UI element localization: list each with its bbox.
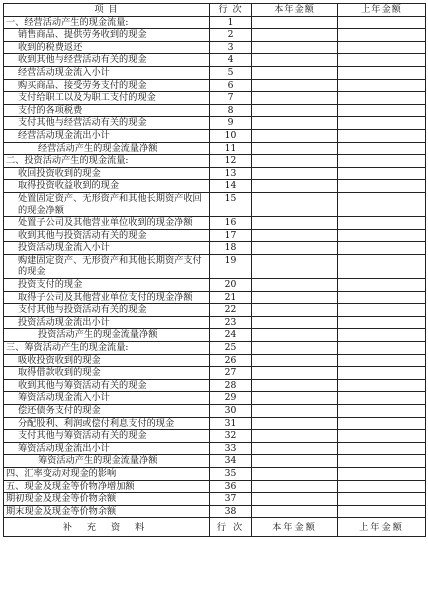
table-row (4, 379, 426, 392)
row-item-label: 筹资活动现金流入小计 (4, 392, 210, 405)
row-item-label: 处置子公司及其他营业单位收到的现金净额 (4, 217, 210, 230)
row-item-label: 购建固定资产、无形资产和其他长期资产支付的现金 (4, 254, 210, 278)
table-row (4, 142, 426, 155)
row-line-number: 11 (210, 142, 252, 155)
table-row (4, 480, 426, 493)
row-line-number: 36 (210, 480, 252, 493)
row-current-year-amount (252, 392, 338, 405)
table-row (4, 217, 426, 230)
header-current-year: 本年金额 (252, 4, 338, 17)
table-row (4, 66, 426, 79)
row-previous-year-amount (338, 117, 426, 130)
row-current-year-amount (252, 342, 338, 355)
supplement-header-row (4, 518, 426, 537)
row-previous-year-amount (338, 442, 426, 455)
row-item-label: 收到其他与投资活动有关的现金 (4, 229, 210, 242)
row-line-number: 18 (210, 242, 252, 255)
row-current-year-amount (252, 54, 338, 67)
row-item-label: 取得借款收到的现金 (4, 367, 210, 380)
row-current-year-amount (252, 16, 338, 29)
row-previous-year-amount (338, 505, 426, 518)
row-current-year-amount (252, 455, 338, 468)
row-current-year-amount (252, 480, 338, 493)
table-row (4, 155, 426, 168)
row-line-number: 2 (210, 29, 252, 42)
row-line-number: 24 (210, 329, 252, 342)
row-previous-year-amount (338, 92, 426, 105)
row-current-year-amount (252, 217, 338, 230)
row-previous-year-amount (338, 54, 426, 67)
row-previous-year-amount (338, 316, 426, 329)
row-item-label: 投资活动产生的现金流量净额 (4, 329, 210, 342)
row-line-number: 29 (210, 392, 252, 405)
row-item-label: 取得子公司及其他营业单位支付的现金净额 (4, 291, 210, 304)
row-previous-year-amount (338, 41, 426, 54)
row-line-number: 3 (210, 41, 252, 54)
row-line-number: 25 (210, 342, 252, 355)
header-previous-year: 上年金额 (338, 4, 426, 17)
table-row (4, 354, 426, 367)
row-item-label: 经营活动现金流入小计 (4, 66, 210, 79)
row-item-label: 四、汇率变动对现金的影响 (4, 467, 210, 480)
row-item-label: 收到其他与筹资活动有关的现金 (4, 379, 210, 392)
row-current-year-amount (252, 405, 338, 418)
row-item-label: 筹资活动产生的现金流量净额 (4, 455, 210, 468)
row-previous-year-amount (338, 192, 426, 216)
row-previous-year-amount (338, 279, 426, 292)
row-line-number: 19 (210, 254, 252, 278)
row-previous-year-amount (338, 229, 426, 242)
row-item-label: 处置固定资产、无形资产和其他长期资产收回的现金净额 (4, 192, 210, 216)
row-current-year-amount (252, 316, 338, 329)
row-previous-year-amount (338, 392, 426, 405)
row-current-year-amount (252, 254, 338, 278)
table-row (4, 392, 426, 405)
table-row (4, 505, 426, 518)
row-line-number: 35 (210, 467, 252, 480)
row-line-number: 10 (210, 129, 252, 142)
footer-line-no: 行 次 (210, 518, 252, 537)
row-current-year-amount (252, 291, 338, 304)
table-row (4, 242, 426, 255)
table-row (4, 455, 426, 468)
row-line-number: 31 (210, 417, 252, 430)
table-row (4, 291, 426, 304)
row-item-label: 期初现金及现金等价物余额 (4, 493, 210, 506)
row-previous-year-amount (338, 129, 426, 142)
footer-item: 补 充 资 料 (4, 518, 210, 537)
table-row (4, 16, 426, 29)
row-current-year-amount (252, 192, 338, 216)
row-current-year-amount (252, 430, 338, 443)
row-item-label: 支付的各项税费 (4, 104, 210, 117)
row-previous-year-amount (338, 254, 426, 278)
row-line-number: 8 (210, 104, 252, 117)
row-item-label: 购买商品、接受劳务支付的现金 (4, 79, 210, 92)
table-body (4, 16, 426, 518)
row-previous-year-amount (338, 66, 426, 79)
row-item-label: 筹资活动现金流出小计 (4, 442, 210, 455)
row-line-number: 22 (210, 304, 252, 317)
row-previous-year-amount (338, 342, 426, 355)
row-line-number: 15 (210, 192, 252, 216)
row-current-year-amount (252, 329, 338, 342)
table-row (4, 467, 426, 480)
table-row (4, 167, 426, 180)
table-row (4, 304, 426, 317)
table-row (4, 92, 426, 105)
row-current-year-amount (252, 29, 338, 42)
table-row (4, 254, 426, 278)
table-row (4, 54, 426, 67)
row-line-number: 4 (210, 54, 252, 67)
row-previous-year-amount (338, 242, 426, 255)
row-line-number: 28 (210, 379, 252, 392)
row-current-year-amount (252, 41, 338, 54)
row-current-year-amount (252, 493, 338, 506)
row-previous-year-amount (338, 493, 426, 506)
row-item-label: 支付其他与筹资活动有关的现金 (4, 430, 210, 443)
table-row (4, 104, 426, 117)
row-current-year-amount (252, 354, 338, 367)
row-previous-year-amount (338, 455, 426, 468)
row-current-year-amount (252, 129, 338, 142)
row-previous-year-amount (338, 155, 426, 168)
table-row (4, 329, 426, 342)
table-row (4, 180, 426, 193)
row-line-number: 33 (210, 442, 252, 455)
row-current-year-amount (252, 117, 338, 130)
row-previous-year-amount (338, 405, 426, 418)
row-item-label: 支付其他与经营活动有关的现金 (4, 117, 210, 130)
row-current-year-amount (252, 467, 338, 480)
row-current-year-amount (252, 155, 338, 168)
table-row (4, 129, 426, 142)
row-line-number: 20 (210, 279, 252, 292)
row-item-label: 一、经营活动产生的现金流量: (4, 16, 210, 29)
row-previous-year-amount (338, 104, 426, 117)
row-item-label: 分配股利、利润或偿付利息支付的现金 (4, 417, 210, 430)
table-row (4, 430, 426, 443)
row-line-number: 7 (210, 92, 252, 105)
row-current-year-amount (252, 367, 338, 380)
row-previous-year-amount (338, 142, 426, 155)
row-current-year-amount (252, 279, 338, 292)
row-current-year-amount (252, 242, 338, 255)
table-row (4, 316, 426, 329)
row-item-label: 投资支付的现金 (4, 279, 210, 292)
row-previous-year-amount (338, 329, 426, 342)
row-current-year-amount (252, 142, 338, 155)
row-line-number: 12 (210, 155, 252, 168)
footer-current-year: 本年金额 (252, 518, 338, 537)
row-item-label: 期末现金及现金等价物余额 (4, 505, 210, 518)
row-item-label: 偿还债务支付的现金 (4, 405, 210, 418)
row-line-number: 23 (210, 316, 252, 329)
table-row (4, 117, 426, 130)
row-line-number: 27 (210, 367, 252, 380)
row-current-year-amount (252, 66, 338, 79)
row-item-label: 五、现金及现金等价物净增加额 (4, 480, 210, 493)
row-previous-year-amount (338, 480, 426, 493)
table-row (4, 279, 426, 292)
row-current-year-amount (252, 304, 338, 317)
row-previous-year-amount (338, 367, 426, 380)
row-line-number: 38 (210, 505, 252, 518)
row-current-year-amount (252, 379, 338, 392)
row-item-label: 支付给职工以及为职工支付的现金 (4, 92, 210, 105)
table-row (4, 493, 426, 506)
row-current-year-amount (252, 442, 338, 455)
row-item-label: 支付其他与投资活动有关的现金 (4, 304, 210, 317)
row-item-label: 收到其他与经营活动有关的现金 (4, 54, 210, 67)
row-line-number: 21 (210, 291, 252, 304)
row-current-year-amount (252, 167, 338, 180)
row-current-year-amount (252, 92, 338, 105)
row-line-number: 17 (210, 229, 252, 242)
row-line-number: 30 (210, 405, 252, 418)
row-line-number: 26 (210, 354, 252, 367)
row-item-label: 投资活动现金流出小计 (4, 316, 210, 329)
row-previous-year-amount (338, 29, 426, 42)
row-item-label: 销售商品、提供劳务收到的现金 (4, 29, 210, 42)
row-item-label: 二、投资活动产生的现金流量: (4, 155, 210, 168)
row-item-label: 投资活动现金流入小计 (4, 242, 210, 255)
row-line-number: 5 (210, 66, 252, 79)
row-line-number: 16 (210, 217, 252, 230)
row-item-label: 吸收投资收到的现金 (4, 354, 210, 367)
header-item: 项 目 (4, 4, 210, 17)
row-current-year-amount (252, 104, 338, 117)
row-previous-year-amount (338, 467, 426, 480)
row-previous-year-amount (338, 417, 426, 430)
row-previous-year-amount (338, 167, 426, 180)
row-previous-year-amount (338, 379, 426, 392)
table-row (4, 442, 426, 455)
table-row (4, 229, 426, 242)
row-current-year-amount (252, 229, 338, 242)
row-line-number: 13 (210, 167, 252, 180)
row-line-number: 32 (210, 430, 252, 443)
row-item-label: 经营活动产生的现金流量净额 (4, 142, 210, 155)
footer-previous-year: 上年金额 (338, 518, 426, 537)
row-current-year-amount (252, 505, 338, 518)
row-previous-year-amount (338, 430, 426, 443)
header-line-no: 行 次 (210, 4, 252, 17)
row-item-label: 取得投资收益收到的现金 (4, 180, 210, 193)
row-line-number: 1 (210, 16, 252, 29)
table-row (4, 79, 426, 92)
table-row (4, 29, 426, 42)
row-current-year-amount (252, 417, 338, 430)
row-previous-year-amount (338, 180, 426, 193)
row-previous-year-amount (338, 354, 426, 367)
row-item-label: 收回投资收到的现金 (4, 167, 210, 180)
table-row (4, 405, 426, 418)
row-line-number: 9 (210, 117, 252, 130)
row-previous-year-amount (338, 291, 426, 304)
row-line-number: 14 (210, 180, 252, 193)
row-item-label: 三、筹资活动产生的现金流量: (4, 342, 210, 355)
table-row (4, 192, 426, 216)
row-current-year-amount (252, 180, 338, 193)
row-previous-year-amount (338, 16, 426, 29)
row-line-number: 37 (210, 493, 252, 506)
row-item-label: 收到的税费返还 (4, 41, 210, 54)
row-line-number: 34 (210, 455, 252, 468)
table-row (4, 417, 426, 430)
table-row (4, 41, 426, 54)
cash-flow-table (3, 3, 426, 537)
table-row (4, 367, 426, 380)
table-row (4, 342, 426, 355)
row-previous-year-amount (338, 217, 426, 230)
table-header-row (4, 4, 426, 17)
row-line-number: 6 (210, 79, 252, 92)
row-previous-year-amount (338, 79, 426, 92)
row-current-year-amount (252, 79, 338, 92)
row-item-label: 经营活动现金流出小计 (4, 129, 210, 142)
row-previous-year-amount (338, 304, 426, 317)
